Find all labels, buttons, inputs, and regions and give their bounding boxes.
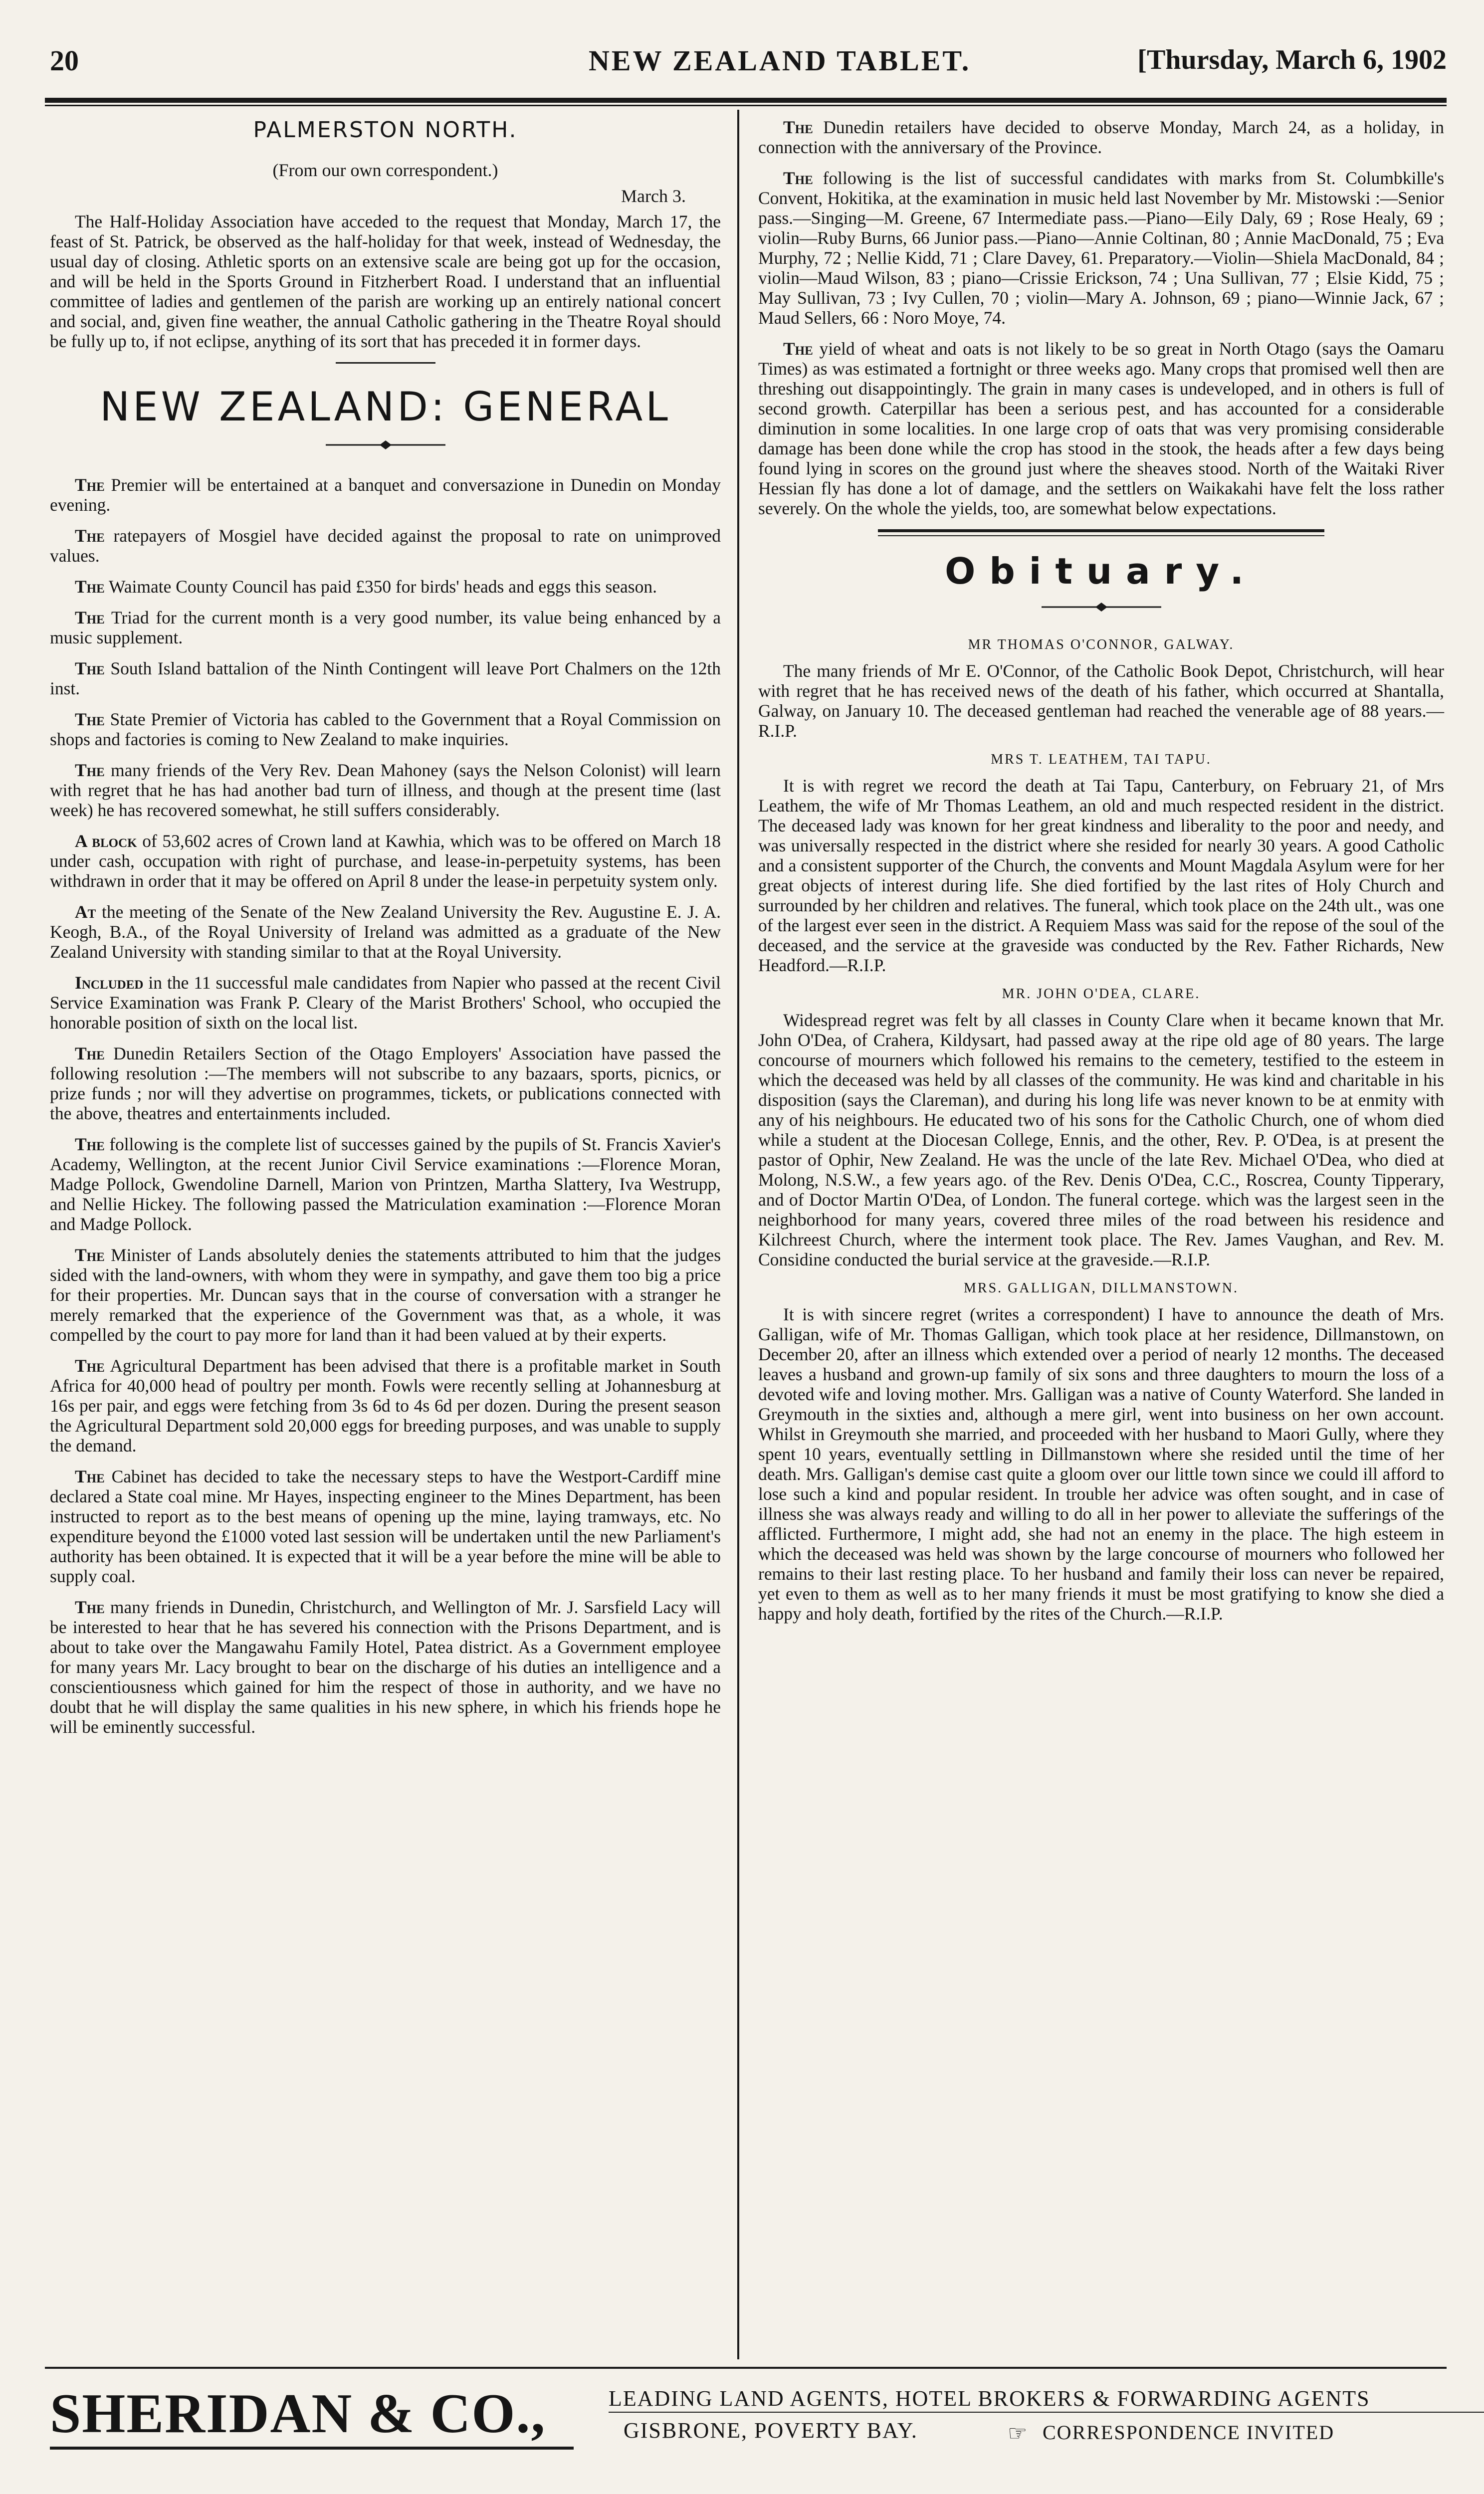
item-text: Premier will be entertained at a banquet and conversazione in Dunedin on Monday evening.	[50, 475, 721, 515]
item-lead: The	[75, 658, 105, 678]
item-text: yield of wheat and oats is not likely to be so great in North Otago (says the Oamaru Times) as was estimated a fortnight or three weeks ago. Many crops that promised well then are threshing out disappointingly. The grain in many cases is undeveloped, and in others is full of second growth. Caterpillar has been a serious pest, and has accounted for a considerable diminution in some localities. In one large crop of oats that was very promising considerable damage has been done while the crop has stood in the stook, the heads after a few days being found lying in scores on the ground just where the sheaves stood. North of the Waitaki River Hessian fly has done a lot of damage, and the settlers on Waikakahi have felt the loss rather severely. On the whole the yields, too, are somewhat below expectations.	[758, 339, 1444, 518]
section-rule	[336, 362, 435, 364]
item-text: Cabinet has decided to take the necessary steps to have the Westport-Cardiff mine declared a State coal mine. Mr Hayes, inspecting engineer to the Mines Department, has been instructed to report as to the best means of opening up the mine, laying tramways, etc. No expenditure beyond the £1000 voted last session will be undertaken until the new Parliament's authority has been obtained. It is expected that it will be a year before the mine will be able to supply coal.	[50, 1466, 721, 1586]
item-lead: The	[75, 608, 105, 627]
obituary-text: It is with regret we record the death at Tai Tapu, Canterbury, on February 21, of Mrs Leathem, the wife of Mr Thomas Leathem, an old and much respected resident in the district. The deceased lady was known for her great kindness and liberality to the poor and needy, and was universally respected in the district where she resided for nearly 30 years. A good Catholic and a consistent supporter of the Church, the convents and Mount Magdala Asylum were for her great objects of interest during life. She died fortified by the last rites of Holy Church and surrounded by her children and relatives. The funeral, which took place on the 24th ult., was one of the largest ever seen in the district. A Requiem Mass was said for the repose of the soul of the deceased, and the service at the graveside was conducted by the Rev. Father Richards, New Headford.—R.I.P.	[758, 776, 1444, 975]
news-item	[50, 658, 721, 698]
item-lead: The	[783, 117, 813, 137]
header-rule-thin	[45, 105, 1447, 106]
news-item	[50, 709, 721, 749]
item-lead: At	[75, 902, 96, 922]
item-lead: The	[783, 339, 813, 359]
advert-firm-name: SHERIDAN & CO.,	[50, 2383, 546, 2445]
item-lead: The	[75, 577, 105, 597]
general-heading: NEW ZEALAND: GENERAL	[100, 384, 671, 430]
palmerston-dateline: March 3.	[621, 186, 686, 206]
item-lead: A block	[75, 831, 137, 851]
advertisement	[45, 2377, 1447, 2467]
obituary-title: MRS. GALLIGAN, DILLMANSTOWN.	[964, 1280, 1239, 1296]
news-item	[50, 1356, 721, 1455]
item-lead: The	[75, 1356, 105, 1376]
item-text: following is the list of successful candidates with marks from St. Columbkille's Convent, Hokitika, at the examination in music held last November by Mr. Mistowski :—Senior pass.—Singing—M. Greene, 67 Intermediate pass.—Piano—Eily Daly, 69 ; Rose Healy, 69 ; violin—Ruby Burns, 66 Junior pass.—Piano—Annie Coltinan, 80 ; Annie MacDonald, 75 ; Eva Murphy, 72 ; Nellie Kidd, 71 ; Clare Davey, 61. Preparatory.—Violin—Shiela MacDonald, 84 ; violin—Maud Wilson, 83 ; piano—Crissie Erickson, 74 ; Una Sullivan, 77 ; Elsie Kidd, 75 ; May Sullivan, 73 ; Ivy Cullen, 70 ; violin—Mary A. Johnson, 69 ; piano—Winnie Jack, 67 ; Maud Sellers, 66 : Noro Moye, 74.	[758, 168, 1445, 328]
item-lead: The	[75, 1043, 105, 1063]
item-text: of 53,602 acres of Crown land at Kawhia, which was to be offered on March 18 under cash, occupation with right of purchase, and lease-in-perpetuity systems, has been withdrawn in order that it may be offered on April 8 under the lease-in perpetuity system only.	[50, 831, 721, 891]
news-item	[50, 760, 721, 820]
news-item	[50, 1597, 721, 1737]
item-text: Triad for the current month is a very good number, its value being enhanced by a music supplement.	[50, 608, 721, 647]
right-column	[758, 117, 1444, 1635]
item-text: in the 11 successful male candidates from Napier who passed at the recent Civil Service Examination was Frank P. Cleary of the Marist Brothers' School, who occupied the honorable position of sixth on the local list.	[50, 973, 721, 1033]
news-items-right	[758, 117, 1444, 518]
item-lead: The	[75, 760, 105, 780]
item-text: Minister of Lands absolutely denies the statements attributed to him that the judges sided with the land-owners, with whom they were in sympathy, and gave them too big a price for their properties. Mr. Duncan says that in the course of conversation with a stranger he merely remarked that the experience of the Government was that, as a whole, it was compelled by the court to pay more for land than it had been valued at by their experts.	[50, 1245, 721, 1345]
obituary-heading: Obituary.	[945, 550, 1258, 592]
obituary-text: It is with sincere regret (writes a correspondent) I have to announce the death of Mrs. Galligan, wife of Mr. Thomas Galligan, which took place at her residence, Dillmanstown, on December 20, after an illness which extended over a period of nearly 12 months. The deceased leaves a husband and grown-up family of six sons and three daughters to mourn the loss of a devoted wife and loving mother. Mrs. Galligan was a native of County Waterford. She landed in Greymouth in the sixties and, although a mere girl, went into business on her own account. Whilst in Greymouth she married, and proceeded with her husband to Maori Gully, where they spent 10 years, eventually settling in Dillmanstown where she resided until the time of her death. Mrs. Galligan's demise cast quite a gloom over our little town since we could ill afford to lose such a kind and popular resident. In trouble her advice was often sought, and in case of illness she was always ready and willing to do all in her power to alleviate the sufferings of the afflicted. Furthermore, I might add, she had not an enemy in the place. The high esteem in which the deceased was held was shown by the large concourse of mourners who followed her remains to their last resting place. To her husband and family their loss can never be repaired, yet even to them as well as to her many friends it must be most gratifying to know she died a happy and holy death, fortified by the rites of the Church.—R.I.P.	[758, 1304, 1444, 1624]
divider-ornament-icon	[326, 439, 445, 451]
item-text: following is the complete list of successes gained by the pupils of St. Francis Xavier's Academy, Wellington, at the recent Junior Civil Service examinations :—Florence Moran, Madge Pollock, Gwendoline Darnell, Marion von Printzen, Martha Slattery, Iva Westrupp, and Nellie Hickey. The following passed the Matriculation examination :—Florence Moran and Madge Pollock.	[50, 1134, 721, 1234]
news-item	[50, 608, 721, 647]
item-text: State Premier of Victoria has cabled to the Government that a Royal Commission on shops and factories is coming to New Zealand to make inquiries.	[50, 709, 721, 749]
news-item	[50, 973, 721, 1033]
item-text: Dunedin Retailers Section of the Otago Employers' Association have passed the following resolution :—The members will not subscribe to any bazaars, sports, picnics, or prize funds ; nor will they advertise on programmes, tickets, or publications connected with the above, theatres and entertainments included.	[50, 1043, 721, 1123]
news-item	[758, 168, 1444, 328]
item-lead: The	[75, 1597, 105, 1617]
news-item	[50, 831, 721, 891]
item-lead: The	[75, 475, 105, 495]
palmerston-heading: PALMERSTON NORTH.	[253, 117, 518, 143]
item-lead: The	[75, 1134, 105, 1154]
item-text: South Island battalion of the Ninth Contingent will leave Port Chalmers on the 12th inst.	[50, 658, 721, 698]
obituary-text: The many friends of Mr E. O'Connor, of the Catholic Book Depot, Christchurch, will hear with regret that he has received news of the death of his father, which occurred at Shantalla, Galway, on January 10. The deceased gentleman had reached the venerable age of 88 years.—R.I.P.	[758, 661, 1444, 741]
item-lead: The	[75, 709, 105, 729]
advert-line-rule	[609, 2412, 1484, 2413]
obituary-rule	[878, 529, 1324, 536]
divider-ornament-icon	[1042, 601, 1161, 613]
page-number: 20	[50, 44, 79, 77]
news-item	[50, 526, 721, 566]
item-text: Agricultural Department has been advised that there is a profitable market in South Africa for 40,000 head of poultry per month. Fowls were recently selling at Johannesburg at 16s per pair, and eggs were fetching from 3s 6d to 4s 6d per dozen. During the present season the Agricultural Department sold 20,000 eggs for breeding purposes, and was unable to supply the demand.	[50, 1356, 721, 1455]
header-rule	[45, 98, 1447, 103]
palmerston-byline: (From our own correspondent.)	[272, 160, 498, 180]
item-text: Waimate County Council has paid £350 for birds' heads and eggs this season.	[109, 577, 657, 597]
news-item	[50, 1245, 721, 1345]
left-column	[50, 117, 721, 1748]
item-lead: Included	[75, 973, 144, 993]
news-items	[50, 475, 721, 1737]
news-item	[50, 1043, 721, 1123]
item-lead: The	[783, 168, 813, 188]
item-lead: The	[75, 1245, 105, 1265]
news-item	[50, 577, 721, 597]
obituary-title: MR. JOHN O'DEA, CLARE.	[1002, 986, 1201, 1002]
item-text: many friends in Dunedin, Christchurch, and Wellington of Mr. J. Sarsfield Lacy will be interested to hear that he has severed his connection with the Prisons Department, and is about to take over the Mangawahu Family Hotel, Patea district. As a Government employee for many years Mr. Lacy brought to bear on the discharge of his duties an intelligence and a conscientiousness which gained for him the respect of those in authority, and we have no doubt that he will display the same qualities in his new sphere, in which his friends hope he will be eminently successful.	[50, 1597, 721, 1737]
pointing-hand-icon: ☞	[1008, 2421, 1028, 2446]
news-item	[50, 1134, 721, 1234]
advert-line-2: GISBRONE, POVERTY BAY.	[624, 2418, 918, 2443]
obituary-title: MR THOMAS O'CONNOR, GALWAY.	[968, 637, 1235, 652]
advert-line-1: LEADING LAND AGENTS, HOTEL BROKERS & FORWARDING AGENTS	[609, 2386, 1370, 2411]
column-divider	[737, 110, 739, 2359]
palmerston-text: The Half-Holiday Association have acceded to the request that Monday, March 17, the feast of St. Patrick, be observed as the half-holiday for that week, instead of Wednesday, the usual day of closing. Athletic sports on an extensive scale are being got up for the occasion, and will be held in the Sports Ground in Fitzherbert Road. I understand that an influential committee of ladies and gentlemen of the parish are working up an entirely national concert and social, and, given fine weather, the annual Catholic gathering in the Theatre Royal should be fully up to, if not eclipse, anything of its sort that has preceded it in former days.	[50, 211, 721, 351]
obituary-text: Widespread regret was felt by all classes in County Clare when it became known that Mr. John O'Dea, of Crahera, Kildysart, had passed away at the ripe old age of 80 years. The large concourse of mourners which followed his remains to the cemetery, testified to the esteem in which the deceased was held by all classes of the community. He was kind and charitable in his disposition (says the Clareman), and during his long life was never known to be at enmity with any of his neighbours. He educated two of his sons for the Catholic Church, one of whom died while a student at the Diocesan College, Ennis, and the other, Rev. P. O'Dea, is at present the pastor of Ophir, New Zealand. He was the uncle of the late Rev. Michael O'Dea, who died at Molong, N.S.W., a few years ago. of the Rev. Denis O'Dea, C.C., Roscrea, County Tipperary, and of Doctor Martin O'Dea, of London. The funeral cortege. which was the largest seen in the neighborhood for many years, covered three miles of the road between his residence and Kilchreest Church, where the interment took place. The Rev. James Vaughan, and Rev. M. Considine conducted the burial service at the graveside.—R.I.P.	[758, 1010, 1444, 1269]
issue-date: [Thursday, March 6, 1902	[1137, 44, 1447, 75]
item-text: ratepayers of Mosgiel have decided against the proposal to rate on unimproved values.	[50, 526, 721, 566]
advert-underline	[50, 2447, 574, 2450]
publication-title: NEW ZEALAND TABLET.	[589, 44, 971, 77]
news-item	[50, 1466, 721, 1586]
advert-line-3: CORRESPONDENCE INVITED	[1043, 2421, 1335, 2444]
item-text: the meeting of the Senate of the New Zealand University the Rev. Augustine E. J. A. Keogh, B.A., of the Royal University of Ireland was admitted as a graduate of the New Zealand University with standing similar to that at the Royal University.	[50, 902, 721, 962]
news-item	[50, 475, 721, 515]
item-lead: The	[75, 1466, 105, 1486]
news-item	[758, 339, 1444, 518]
item-lead: The	[75, 526, 105, 546]
page-header	[45, 39, 1447, 84]
news-item	[758, 117, 1444, 157]
obituary-title: MRS T. LEATHEM, TAI TAPU.	[991, 752, 1212, 767]
item-text: Dunedin retailers have decided to observe Monday, March 24, as a holiday, in connection with the anniversary of the Province.	[758, 117, 1444, 157]
news-item	[50, 902, 721, 962]
advert-rule	[45, 2367, 1447, 2369]
item-text: many friends of the Very Rev. Dean Mahoney (says the Nelson Colonist) will learn with regret that he has had another bad turn of illness, and though at the present time (last week) he has recovered somewhat, he still suffers considerably.	[50, 760, 721, 820]
obituaries	[758, 637, 1444, 1624]
